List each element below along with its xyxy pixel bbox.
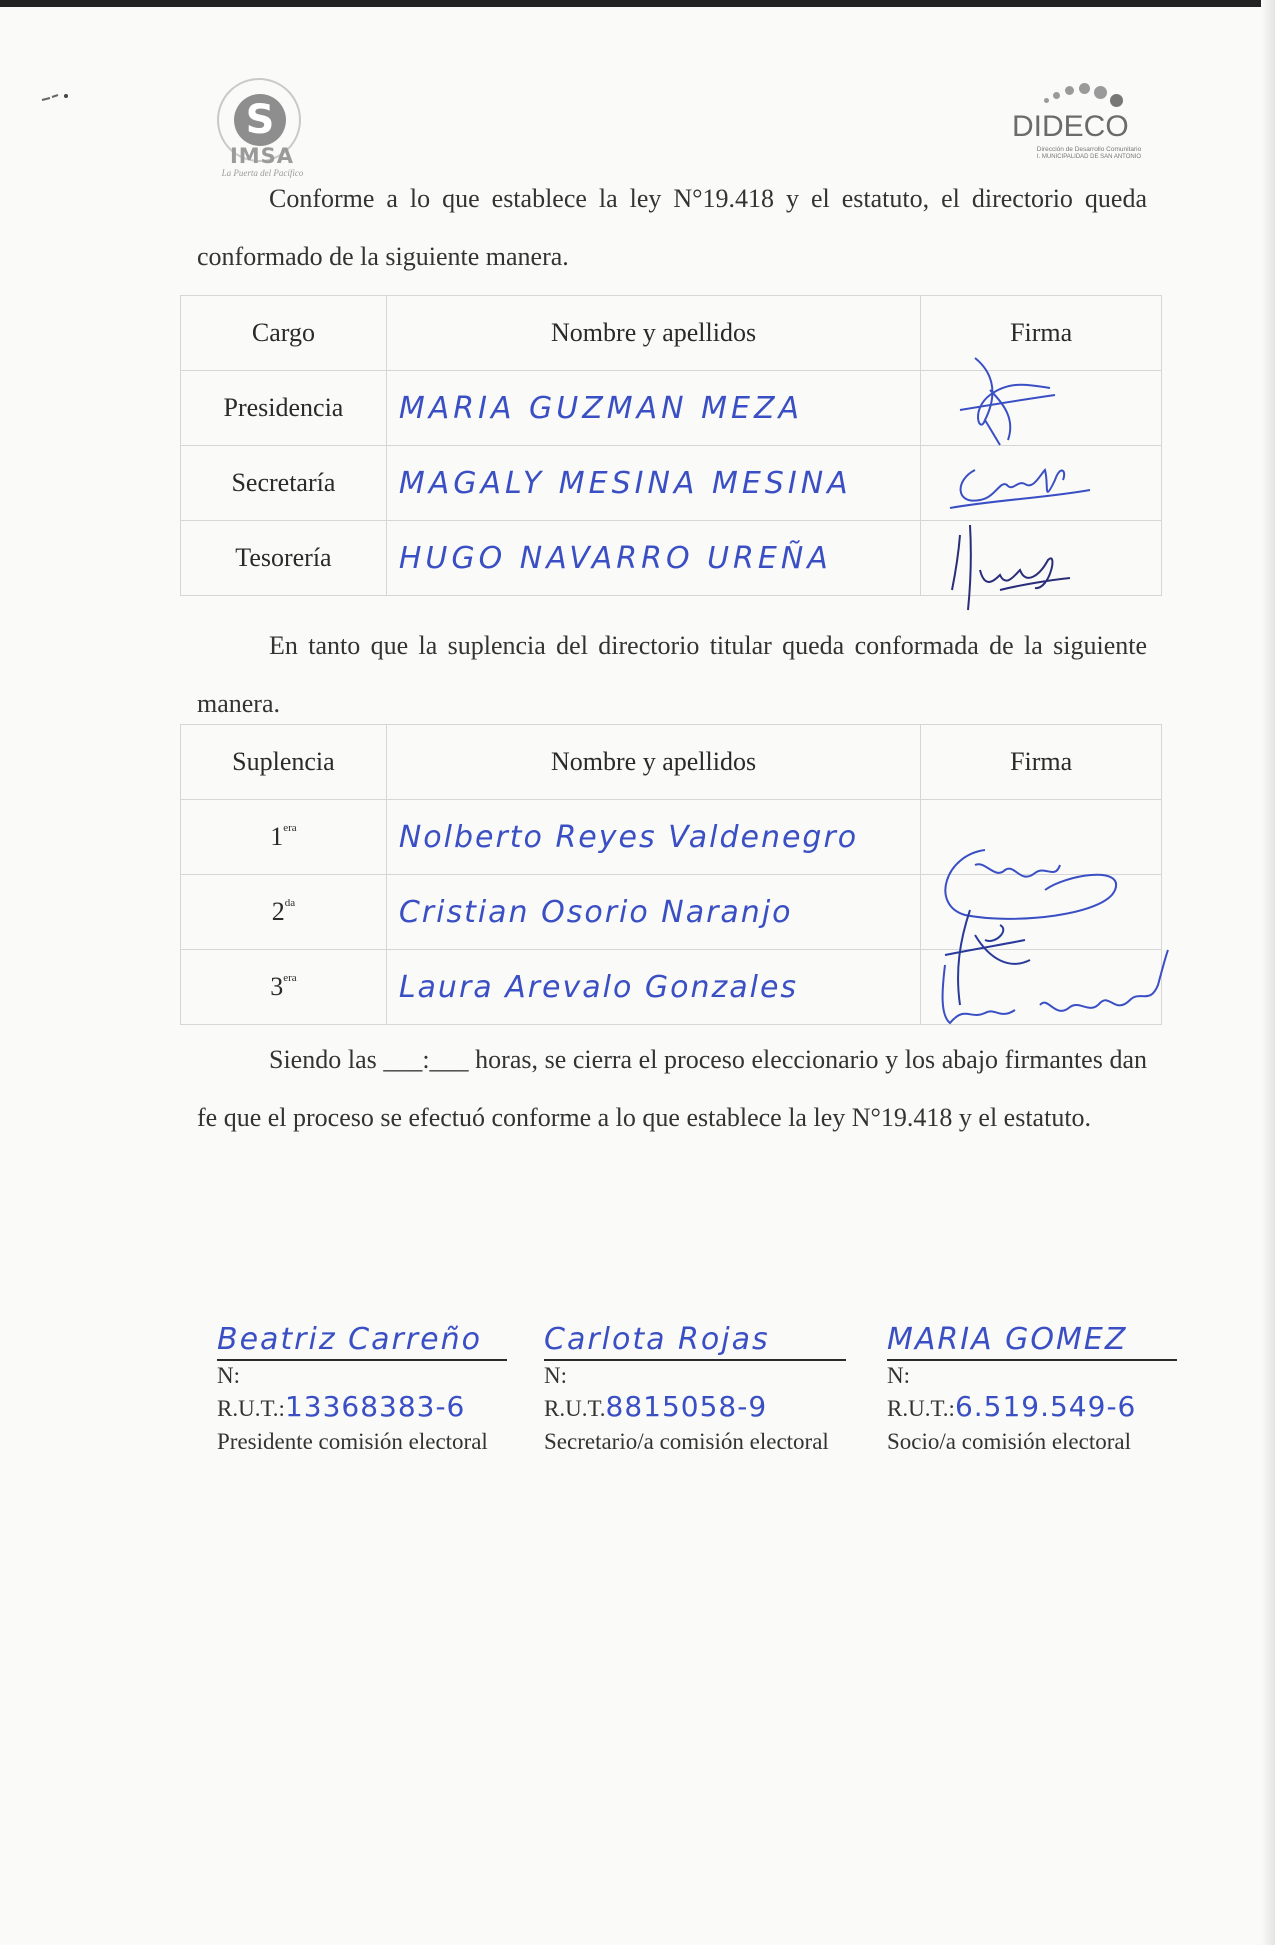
n-label: N: — [544, 1363, 567, 1388]
handwritten-name: MARIA GUZMAN MEZA — [398, 390, 804, 426]
header-firma: Firma — [921, 725, 1162, 800]
rut-label: R.U.T. — [544, 1396, 606, 1421]
signature-line — [887, 1359, 1177, 1361]
imsa-logo-tagline: La Puerta del Pacífico — [221, 168, 304, 178]
rut-value: 6.519.549-6 — [954, 1390, 1137, 1423]
handwritten-name: Cristian Osorio Naranjo — [398, 894, 793, 930]
handwritten-signatory-name: MARIA GOMEZ — [887, 1322, 1128, 1357]
table-header-row — [181, 725, 1162, 800]
name-cell — [386, 371, 920, 446]
cargo-cell: Secretaría — [181, 446, 387, 521]
header-nombre: Nombre y apellidos — [386, 296, 920, 371]
name-cell — [386, 521, 920, 596]
signatory-block — [887, 1322, 1177, 1457]
suplencia-number-cell — [181, 950, 387, 1025]
signature-line — [217, 1359, 507, 1361]
scan-top-edge — [0, 0, 1275, 7]
signatory-block — [544, 1322, 846, 1457]
presidencia-signature — [930, 350, 1070, 450]
dideco-logo-name: DIDECO — [1012, 110, 1129, 143]
header-suplencia: Suplencia — [181, 725, 387, 800]
intro-paragraph: Conforme a lo que establece la ley N°19.418 y el estatuto, el directorio queda conformado de la siguiente manera. — [197, 184, 1147, 271]
secretaria-signature — [945, 450, 1095, 520]
name-cell — [386, 875, 920, 950]
header-firma: Firma — [921, 296, 1162, 371]
handwritten-signatory-name: Carlota Rojas — [544, 1322, 770, 1357]
ordinal-number: 3 — [270, 972, 284, 1001]
name-cell — [386, 950, 920, 1025]
suplencia-number-cell — [181, 875, 387, 950]
rut-label: R.U.T.: — [887, 1396, 955, 1421]
handwritten-name: Nolberto Reyes Valdenegro — [398, 819, 859, 855]
handwritten-name: Laura Arevalo Gonzales — [398, 969, 799, 1005]
rut-label: R.U.T.: — [217, 1396, 285, 1421]
logo-s-icon: S — [245, 97, 275, 143]
rut-line — [887, 1389, 1177, 1427]
dideco-dots-icon — [1044, 80, 1124, 110]
cargo-cell: Tesorería — [181, 521, 387, 596]
dideco-logo-line2: I. MUNICIPALIDAD DE SAN ANTONIO — [1036, 154, 1142, 160]
name-cell — [386, 446, 920, 521]
name-cell — [386, 800, 920, 875]
ordinal-suffix: era — [283, 972, 297, 984]
handwritten-name: HUGO NAVARRO UREÑA — [398, 540, 832, 576]
suplencia-number-cell — [181, 800, 387, 875]
signatory-role: Socio/a comisión electoral — [887, 1429, 1131, 1454]
ordinal-suffix: era — [283, 822, 297, 834]
ordinal-suffix: da — [284, 897, 296, 909]
handwritten-signatory-name: Beatriz Carreño — [217, 1322, 482, 1357]
signature-line — [544, 1359, 846, 1361]
rut-line — [217, 1389, 507, 1427]
dideco-logo — [1000, 80, 1165, 170]
rut-value: 8815058-9 — [605, 1390, 768, 1423]
header-cargo: Cargo — [181, 296, 387, 371]
tesoreria-signature — [940, 520, 1080, 620]
n-label: N: — [887, 1363, 910, 1388]
suplente-3-signature — [930, 945, 1175, 1035]
rut-line — [544, 1389, 846, 1427]
n-label: N: — [217, 1363, 240, 1388]
rut-value: 13368383-6 — [284, 1390, 466, 1423]
imsa-logo-name: IMSA — [229, 144, 295, 168]
dideco-logo-line1: Dirección de Desarrollo Comunitario — [1036, 146, 1142, 153]
handwritten-name: MAGALY MESINA MESINA — [398, 465, 852, 501]
header-nombre: Nombre y apellidos — [386, 725, 920, 800]
closing-paragraph: Siendo las ___:___ horas, se cierra el proceso eleccionario y los abajo firmantes dan fe que el proceso se efectuó conforme a lo que establece la ley N°19.418 y el estatuto. — [197, 1045, 1147, 1132]
signatory-role: Secretario/a comisión electoral — [544, 1429, 829, 1454]
scan-right-edge — [1261, 0, 1275, 1945]
imsa-logo — [200, 78, 320, 182]
scan-mark — [40, 92, 70, 106]
signatory-role: Presidente comisión electoral — [217, 1429, 488, 1454]
ordinal-number: 1 — [270, 822, 284, 851]
suplencia-paragraph: En tanto que la suplencia del directorio titular queda conformada de la siguiente manera. — [197, 631, 1147, 718]
ordinal-number: 2 — [271, 897, 285, 926]
cargo-cell: Presidencia — [181, 371, 387, 446]
signatory-block — [217, 1322, 507, 1457]
